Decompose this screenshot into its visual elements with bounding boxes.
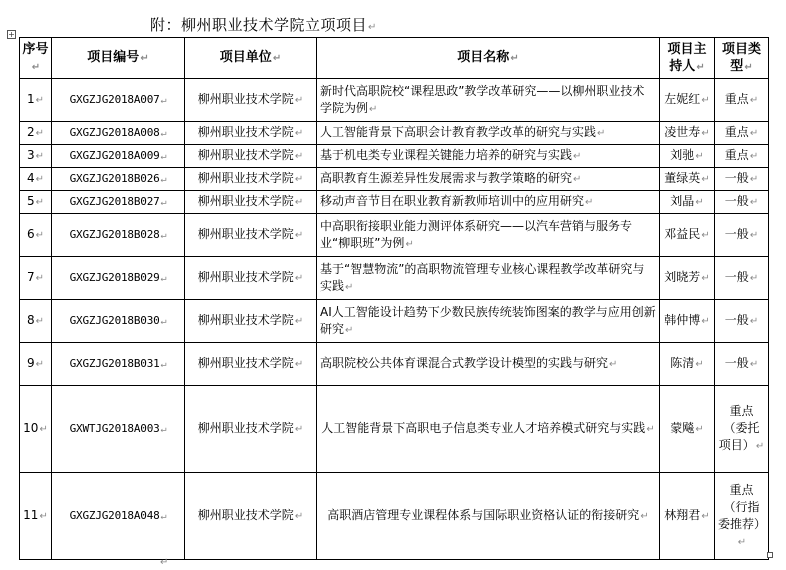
cell-name xyxy=(317,79,660,122)
name-text: 人工智能背景下高职电子信息类专业人才培养模式研究与实践 xyxy=(321,421,646,435)
cell-seq xyxy=(20,79,52,122)
type-text: 重点 xyxy=(724,92,749,106)
code-text: GXGZJG2018A009 xyxy=(69,149,160,162)
cell-mark-icon: ↵ xyxy=(695,424,704,435)
cell-unit xyxy=(185,191,317,214)
cell-mark-icon: ↵ xyxy=(294,197,304,208)
cell-seq xyxy=(20,343,52,386)
cell-unit xyxy=(185,168,317,191)
cell-type xyxy=(715,343,769,386)
leader-text: 邓益民 xyxy=(664,227,701,241)
cell-mark-icon: ↵ xyxy=(573,174,582,185)
cell-mark-icon: ↵ xyxy=(749,151,759,162)
cell-seq xyxy=(20,145,52,168)
unit-text: 柳州职业技术学院 xyxy=(197,171,294,185)
cell-mark-icon: ↵ xyxy=(749,128,759,139)
cell-mark-icon: ↵ xyxy=(160,424,167,435)
unit-text: 柳州职业技术学院 xyxy=(197,125,294,139)
cell-mark-icon: ↵ xyxy=(35,273,45,284)
cell-type xyxy=(715,214,769,257)
code-text: GXGZJG2018B028 xyxy=(69,228,160,241)
cell-leader xyxy=(660,191,715,214)
table-row xyxy=(20,79,769,122)
name-text: 新时代高职院校“课程思政”教学改革研究——以柳州职业技术学院为例 xyxy=(320,83,645,115)
unit-text: 柳州职业技术学院 xyxy=(197,92,294,106)
cell-mark-icon: ↵ xyxy=(35,359,45,370)
cell-seq xyxy=(20,214,52,257)
unit-text: 柳州职业技术学院 xyxy=(197,148,294,162)
cell-mark-icon: ↵ xyxy=(640,511,649,522)
cell-mark-icon: ↵ xyxy=(39,424,48,435)
cell-mark-icon: ↵ xyxy=(160,128,167,139)
header-type xyxy=(715,38,769,79)
cell-name xyxy=(317,122,660,145)
table-row xyxy=(20,386,769,473)
cell-unit xyxy=(185,145,317,168)
type-text: 一般 xyxy=(724,171,749,185)
cell-leader xyxy=(660,168,715,191)
cell-mark-icon: ↵ xyxy=(646,424,655,435)
unit-text: 柳州职业技术学院 xyxy=(197,270,294,284)
seq-text: 3 xyxy=(26,148,35,162)
paragraph-mark-icon: ↵ xyxy=(160,557,169,568)
type-text: 一般 xyxy=(724,313,749,327)
cell-mark-icon: ↵ xyxy=(35,128,45,139)
cell-type xyxy=(715,386,769,473)
cell-mark-icon: ↵ xyxy=(609,359,618,370)
type-text: 一般 xyxy=(724,194,749,208)
leader-text: 左妮红 xyxy=(664,92,701,106)
cell-seq xyxy=(20,191,52,214)
code-text: GXGZJG2018A008 xyxy=(69,126,160,139)
name-text: 中高职衔接职业能力测评体系研究——以汽车营销与服务专业“柳职班”为例 xyxy=(320,218,633,250)
cell-seq xyxy=(20,168,52,191)
seq-text: 10 xyxy=(23,421,39,435)
leader-text: 凌世寿 xyxy=(664,125,701,139)
cell-mark-icon: ↵ xyxy=(294,174,304,185)
cell-code xyxy=(52,145,185,168)
seq-text: 2 xyxy=(26,125,35,139)
table-row xyxy=(20,191,769,214)
name-text: 移动声音节目在职业教育新教师培训中的应用研究 xyxy=(320,194,585,208)
cell-unit xyxy=(185,343,317,386)
unit-text: 柳州职业技术学院 xyxy=(197,194,294,208)
code-text: GXGZJG2018B026 xyxy=(69,172,160,185)
cell-seq xyxy=(20,257,52,300)
table-row xyxy=(20,300,769,343)
name-text: AI人工智能设计趋势下少数民族传统装饰图案的教学与应用创新研究 xyxy=(320,304,656,336)
cell-mark-icon: ↵ xyxy=(35,174,45,185)
cell-leader xyxy=(660,214,715,257)
header-seq xyxy=(20,38,52,79)
cell-name xyxy=(317,343,660,386)
cell-mark-icon: ↵ xyxy=(294,230,304,241)
type-text: 重点 xyxy=(724,125,749,139)
cell-type xyxy=(715,473,769,560)
header-leader xyxy=(660,38,715,79)
cell-mark-icon: ↵ xyxy=(35,316,45,327)
cell-mark-icon: ↵ xyxy=(140,53,149,64)
cell-mark-icon: ↵ xyxy=(701,230,710,241)
table-row xyxy=(20,122,769,145)
cell-mark-icon: ↵ xyxy=(510,53,519,64)
unit-text: 柳州职业技术学院 xyxy=(197,356,294,370)
header-code-text: 项目编号 xyxy=(87,50,140,65)
cell-leader xyxy=(660,300,715,343)
document-title-text: 附：柳州职业技术学院立项项目 xyxy=(150,16,368,34)
cell-seq xyxy=(20,300,52,343)
cell-code xyxy=(52,257,185,300)
table-row xyxy=(20,145,769,168)
cell-unit xyxy=(185,79,317,122)
seq-text: 6 xyxy=(26,227,35,241)
unit-text: 柳州职业技术学院 xyxy=(197,421,294,435)
cell-leader xyxy=(660,79,715,122)
table-row xyxy=(20,343,769,386)
table-resize-handle-icon[interactable] xyxy=(767,552,773,558)
cell-mark-icon: ↵ xyxy=(737,536,747,548)
cell-mark-icon: ↵ xyxy=(294,273,304,284)
cell-mark-icon: ↵ xyxy=(749,359,759,370)
cell-name xyxy=(317,386,660,473)
cell-name xyxy=(317,214,660,257)
cell-leader xyxy=(660,386,715,473)
cell-mark-icon: ↵ xyxy=(272,53,282,64)
seq-text: 7 xyxy=(26,270,35,284)
name-text: 基于“智慧物流”的高职物流管理专业核心课程教学改革研究与实践 xyxy=(320,261,645,293)
leader-text: 董绿英 xyxy=(664,171,701,185)
code-text: GXGZJG2018A007 xyxy=(69,93,160,106)
cell-mark-icon: ↵ xyxy=(294,511,304,522)
cell-mark-icon: ↵ xyxy=(701,128,710,139)
seq-text: 5 xyxy=(26,194,35,208)
cell-leader xyxy=(660,473,715,560)
cell-unit xyxy=(185,386,317,473)
cell-code xyxy=(52,473,185,560)
cell-mark-icon: ↵ xyxy=(160,316,167,327)
leader-text: 刘驰 xyxy=(670,148,695,162)
cell-name xyxy=(317,191,660,214)
type-text: 重点（委托项目） xyxy=(718,404,760,452)
cell-mark-icon: ↵ xyxy=(696,61,705,73)
cell-mark-icon: ↵ xyxy=(744,61,753,73)
cell-leader xyxy=(660,122,715,145)
table-move-handle-icon[interactable]: + xyxy=(8,30,15,39)
cell-mark-icon: ↵ xyxy=(35,230,45,241)
cell-seq xyxy=(20,122,52,145)
cell-name xyxy=(317,300,660,343)
cell-unit xyxy=(185,473,317,560)
name-text: 高职酒店管理专业课程体系与国际职业资格认证的衔接研究 xyxy=(327,508,640,522)
cell-leader xyxy=(660,257,715,300)
cell-mark-icon: ↵ xyxy=(35,95,45,106)
cell-mark-icon: ↵ xyxy=(31,61,41,73)
header-name xyxy=(317,38,660,79)
cell-mark-icon: ↵ xyxy=(695,151,704,162)
code-text: GXGZJG2018B030 xyxy=(69,314,160,327)
cell-unit xyxy=(185,300,317,343)
cell-mark-icon: ↵ xyxy=(294,151,304,162)
cell-type xyxy=(715,257,769,300)
header-leader-text: 项目主持人 xyxy=(667,41,707,74)
seq-text: 9 xyxy=(26,356,35,370)
cell-mark-icon: ↵ xyxy=(39,511,48,522)
cell-mark-icon: ↵ xyxy=(160,230,167,241)
cell-mark-icon: ↵ xyxy=(755,441,765,452)
code-text: GXGZJG2018B031 xyxy=(69,357,160,370)
leader-text: 韩仲博 xyxy=(664,313,701,327)
unit-text: 柳州职业技术学院 xyxy=(197,508,294,522)
type-text: 重点（行指委推荐） xyxy=(718,482,767,531)
leader-text: 刘晶 xyxy=(670,194,695,208)
cell-type xyxy=(715,191,769,214)
cell-unit xyxy=(185,257,317,300)
seq-text: 8 xyxy=(26,313,35,327)
cell-code xyxy=(52,122,185,145)
cell-mark-icon: ↵ xyxy=(160,151,167,162)
cell-mark-icon: ↵ xyxy=(405,238,414,250)
document-title xyxy=(150,14,377,35)
cell-mark-icon: ↵ xyxy=(749,197,759,208)
cell-mark-icon: ↵ xyxy=(701,316,710,327)
table-row xyxy=(20,257,769,300)
name-text: 基于机电类专业课程关键能力培养的研究与实践 xyxy=(320,148,573,162)
cell-mark-icon: ↵ xyxy=(749,230,759,241)
paragraph-mark-icon: ↵ xyxy=(368,22,377,33)
cell-seq xyxy=(20,386,52,473)
cell-mark-icon: ↵ xyxy=(160,273,167,284)
code-text: GXWTJG2018A003 xyxy=(69,422,160,435)
seq-text: 11 xyxy=(23,508,39,522)
cell-mark-icon: ↵ xyxy=(35,197,45,208)
cell-mark-icon: ↵ xyxy=(749,316,759,327)
cell-leader xyxy=(660,145,715,168)
cell-seq xyxy=(20,473,52,560)
cell-code xyxy=(52,300,185,343)
unit-text: 柳州职业技术学院 xyxy=(197,227,294,241)
type-text: 一般 xyxy=(724,270,749,284)
cell-mark-icon: ↵ xyxy=(160,359,167,370)
header-name-text: 项目名称 xyxy=(457,50,510,65)
cell-type xyxy=(715,145,769,168)
header-unit xyxy=(185,38,317,79)
type-text: 重点 xyxy=(724,148,749,162)
name-text: 人工智能背景下高职会计教育教学改革的研究与实践 xyxy=(320,125,597,139)
cell-mark-icon: ↵ xyxy=(369,103,378,115)
table-row xyxy=(20,473,769,560)
cell-mark-icon: ↵ xyxy=(585,197,594,208)
cell-mark-icon: ↵ xyxy=(294,359,304,370)
cell-type xyxy=(715,79,769,122)
cell-mark-icon: ↵ xyxy=(294,424,304,435)
cell-mark-icon: ↵ xyxy=(345,324,354,336)
name-text: 高职院校公共体育课混合式教学设计模型的实践与研究 xyxy=(320,356,609,370)
cell-code xyxy=(52,214,185,257)
type-text: 一般 xyxy=(724,227,749,241)
table-row xyxy=(20,214,769,257)
cell-mark-icon: ↵ xyxy=(701,174,710,185)
code-text: GXGZJG2018B029 xyxy=(69,271,160,284)
cell-type xyxy=(715,122,769,145)
leader-text: 蒙飚 xyxy=(670,421,695,435)
cell-mark-icon: ↵ xyxy=(749,273,759,284)
cell-mark-icon: ↵ xyxy=(573,151,582,162)
code-text: GXGZJG2018A048 xyxy=(69,509,160,522)
cell-mark-icon: ↵ xyxy=(160,511,167,522)
cell-code xyxy=(52,343,185,386)
cell-mark-icon: ↵ xyxy=(345,281,354,293)
table-row xyxy=(20,168,769,191)
seq-text: 1 xyxy=(26,92,35,106)
cell-mark-icon: ↵ xyxy=(294,128,304,139)
code-text: GXGZJG2018B027 xyxy=(69,195,160,208)
cell-mark-icon: ↵ xyxy=(160,95,167,106)
cell-type xyxy=(715,168,769,191)
header-type-text: 项目类型 xyxy=(721,41,761,74)
cell-mark-icon: ↵ xyxy=(294,95,304,106)
cell-unit xyxy=(185,122,317,145)
cell-name xyxy=(317,473,660,560)
table-header-row xyxy=(20,38,769,79)
cell-name xyxy=(317,168,660,191)
cell-name xyxy=(317,145,660,168)
cell-mark-icon: ↵ xyxy=(35,151,45,162)
leader-text: 刘晓芳 xyxy=(664,270,701,284)
cell-code xyxy=(52,79,185,122)
cell-mark-icon: ↵ xyxy=(160,197,167,208)
seq-text: 4 xyxy=(26,171,35,185)
name-text: 高职教育生源差异性发展需求与教学策略的研究 xyxy=(320,171,573,185)
leader-text: 林翔君 xyxy=(664,508,701,522)
cell-mark-icon: ↵ xyxy=(749,174,759,185)
cell-mark-icon: ↵ xyxy=(701,511,710,522)
cell-code xyxy=(52,191,185,214)
cell-leader xyxy=(660,343,715,386)
cell-mark-icon: ↵ xyxy=(695,197,704,208)
cell-mark-icon: ↵ xyxy=(701,273,710,284)
cell-mark-icon: ↵ xyxy=(160,174,167,185)
cell-mark-icon: ↵ xyxy=(701,95,710,106)
project-table xyxy=(19,37,769,560)
header-unit-text: 项目单位 xyxy=(219,50,272,65)
cell-unit xyxy=(185,214,317,257)
type-text: 一般 xyxy=(724,356,749,370)
leader-text: 陈清 xyxy=(670,356,695,370)
cell-mark-icon: ↵ xyxy=(597,128,606,139)
unit-text: 柳州职业技术学院 xyxy=(197,313,294,327)
cell-mark-icon: ↵ xyxy=(294,316,304,327)
cell-mark-icon: ↵ xyxy=(695,359,704,370)
cell-name xyxy=(317,257,660,300)
cell-code xyxy=(52,168,185,191)
cell-type xyxy=(715,300,769,343)
cell-code xyxy=(52,386,185,473)
header-seq-text: 序号 xyxy=(22,41,49,57)
cell-mark-icon: ↵ xyxy=(749,95,759,106)
header-code xyxy=(52,38,185,79)
